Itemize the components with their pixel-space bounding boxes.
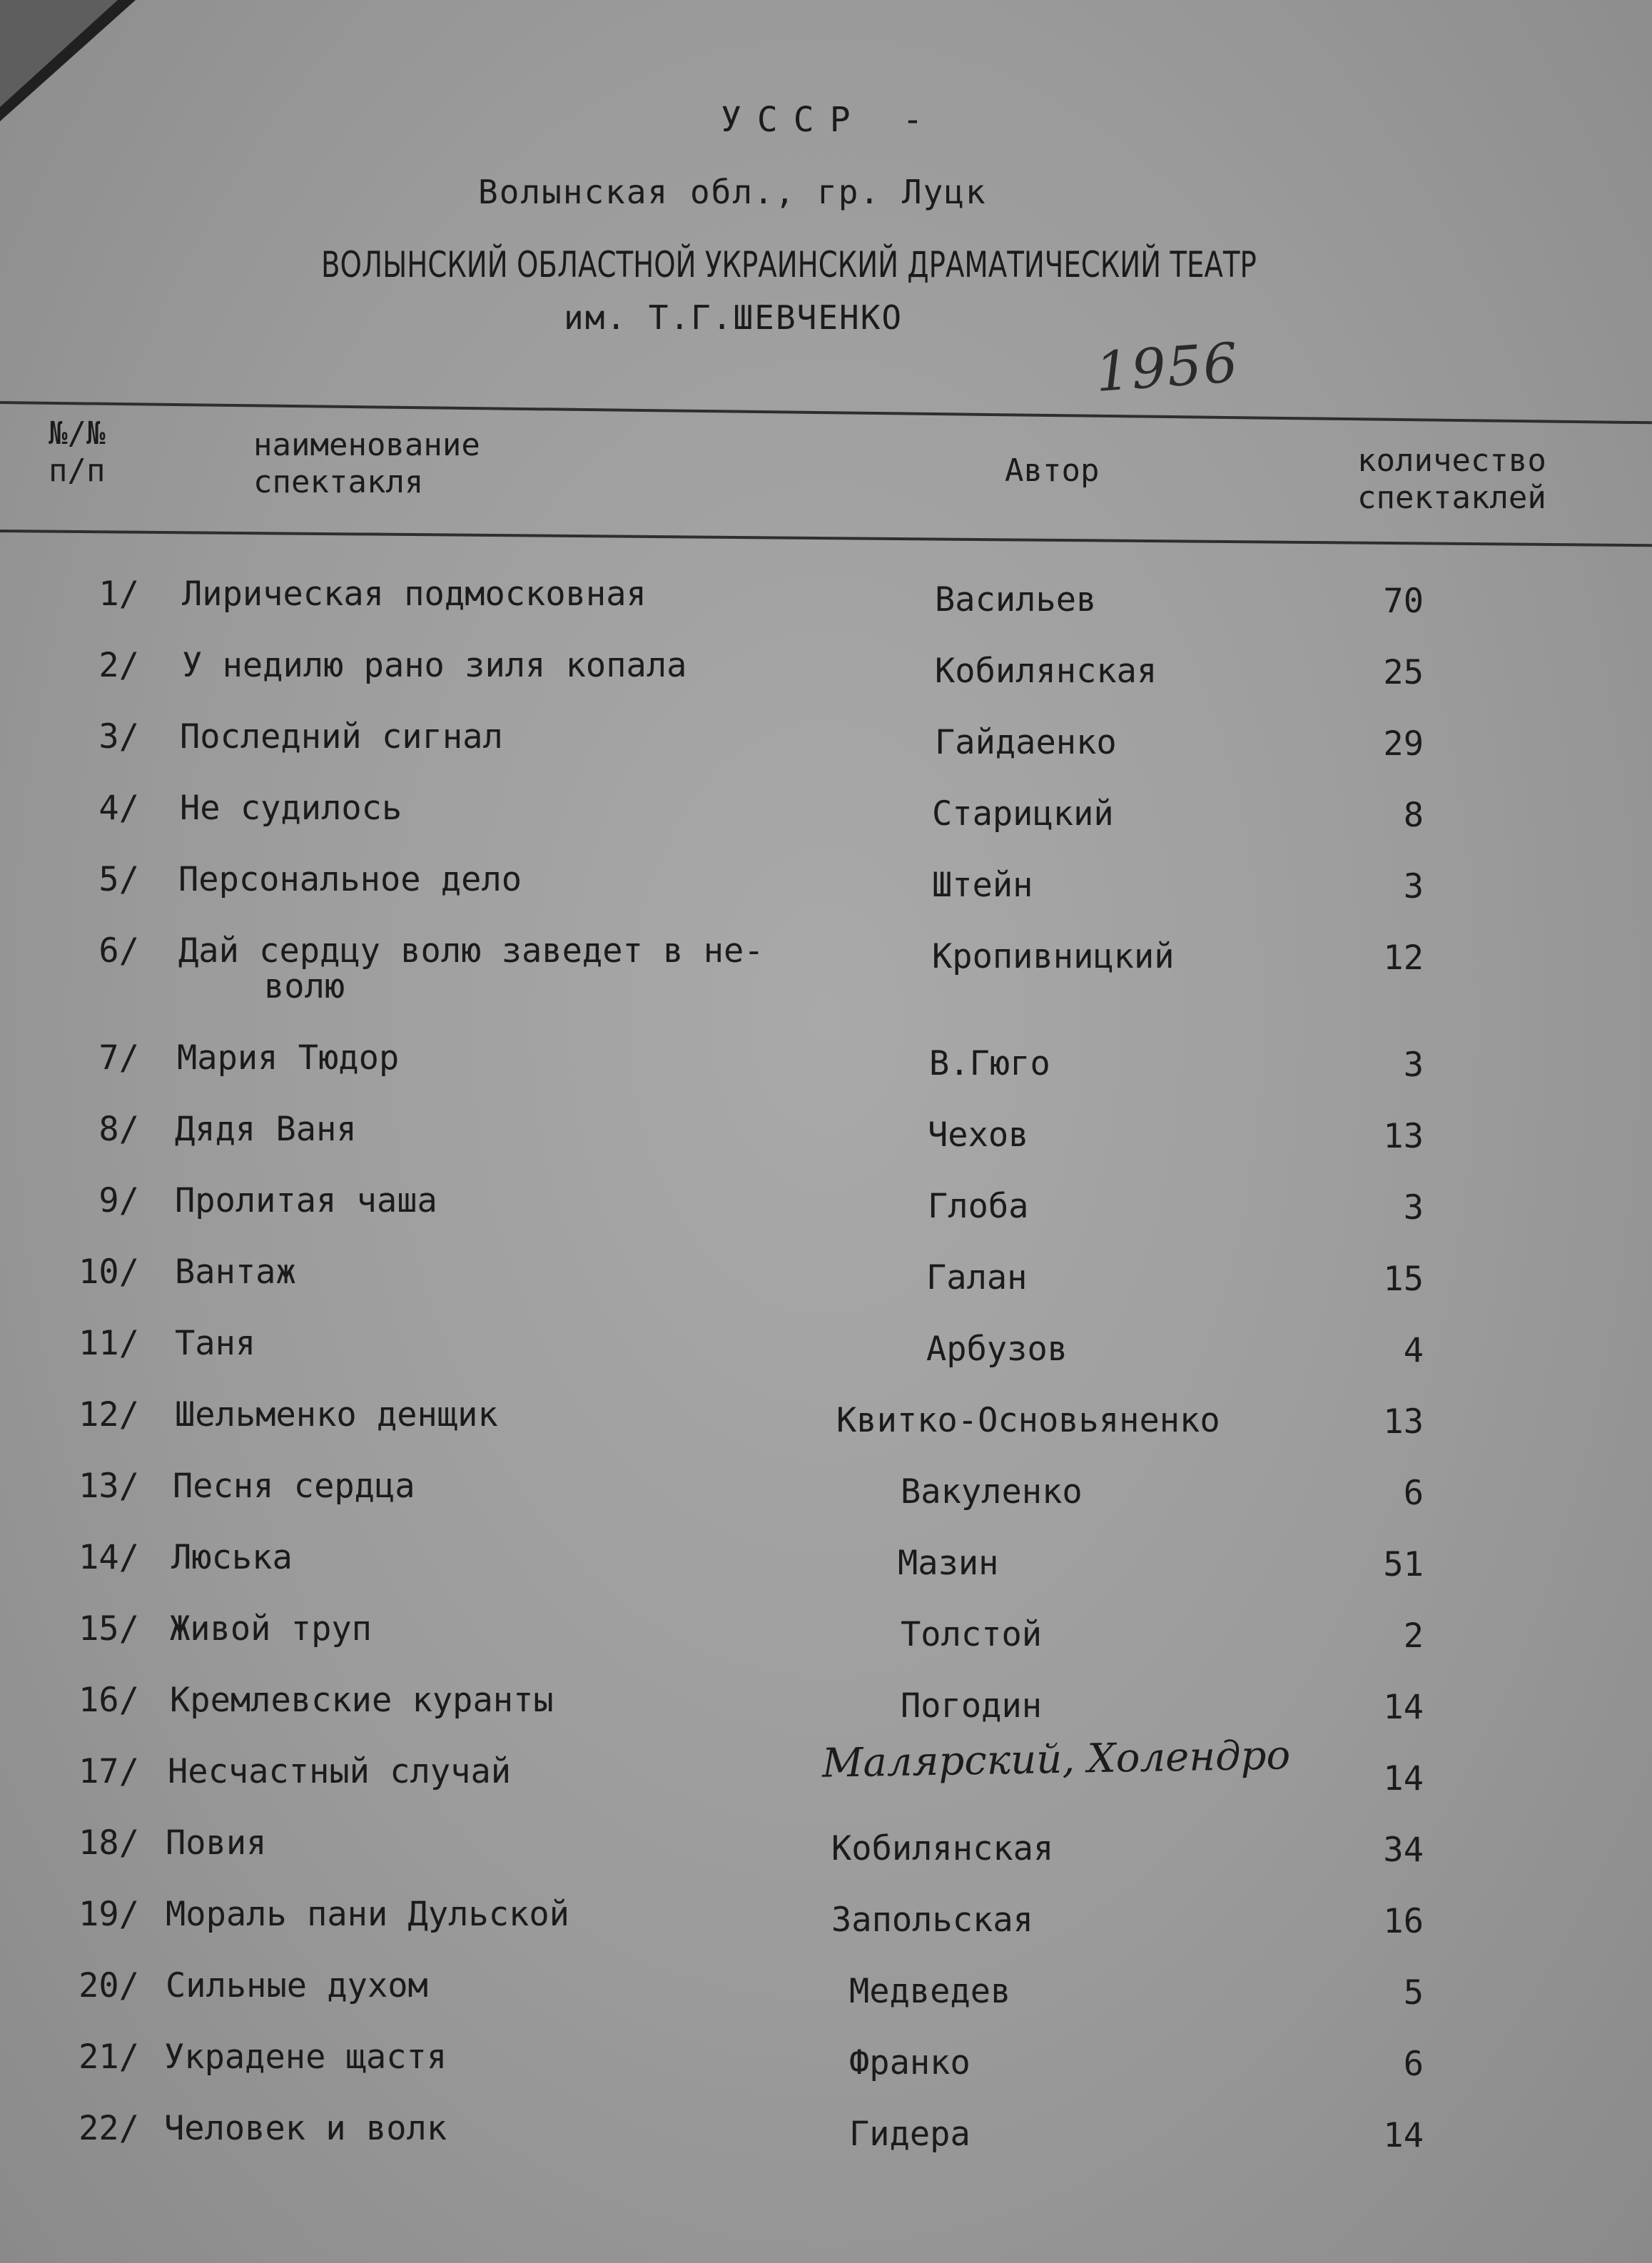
table-row: [0, 1467, 1652, 1532]
row-number: 2/: [98, 646, 139, 685]
table-row: [0, 1538, 1652, 1604]
row-count: 51: [1383, 1545, 1424, 1584]
table-row: [0, 717, 1652, 783]
row-author: Гидера: [849, 2115, 971, 2154]
row-author: Глоба: [928, 1187, 1029, 1226]
table-row: [0, 2109, 1652, 2175]
row-author: Гайдаенко: [935, 723, 1117, 762]
row-count: 5: [1403, 1973, 1424, 2013]
column-header-title-line2: спектакля: [253, 464, 424, 500]
row-title: Песня сердца: [173, 1467, 415, 1506]
row-author: Кропивницкий: [932, 937, 1175, 976]
row-count: 4: [1403, 1331, 1424, 1370]
column-header-number-line1: №/№: [49, 415, 106, 452]
table-row: [0, 1252, 1652, 1318]
table-row: [0, 1038, 1652, 1104]
column-header-count: [1357, 442, 1546, 517]
row-number: 8/: [98, 1110, 139, 1149]
handwritten-year: 1956: [1093, 330, 1242, 404]
table-header-rule: [0, 530, 1652, 547]
row-count: 13: [1383, 1402, 1424, 1442]
row-title: Персональное дело: [178, 860, 522, 899]
row-number: 7/: [98, 1038, 139, 1078]
table-top-rule: [0, 401, 1652, 424]
row-count: 8: [1403, 796, 1424, 835]
row-title: Кремлевские куранты: [170, 1681, 554, 1720]
row-author: Франко: [849, 2043, 971, 2082]
row-number: 20/: [78, 1966, 139, 2005]
row-author: Чехов: [928, 1115, 1029, 1155]
table-row: [0, 2037, 1652, 2103]
table-row: [0, 1966, 1652, 2032]
column-header-count-line1: количество: [1357, 442, 1546, 479]
row-title: Шельменко денщик: [175, 1395, 498, 1434]
row-author: Медведев: [849, 1972, 1011, 2011]
column-header-number-line2: п/п: [49, 452, 106, 489]
table-row: [0, 574, 1652, 640]
row-author: Галан: [926, 1258, 1028, 1297]
row-number: 16/: [78, 1681, 139, 1720]
row-number: 12/: [78, 1395, 139, 1434]
table-row: [0, 1681, 1652, 1746]
table-row: [0, 1110, 1652, 1175]
column-header-author: Автор: [1005, 452, 1100, 489]
folded-corner: [0, 0, 118, 107]
row-count: 34: [1383, 1831, 1424, 1870]
column-header-title: [253, 427, 480, 501]
row-count: 3: [1403, 1188, 1424, 1227]
row-author: Вакуленко: [901, 1472, 1083, 1512]
header-country: УССР -: [721, 100, 939, 140]
row-number: 6/: [98, 931, 139, 971]
row-author: Кобилянская: [831, 1829, 1054, 1868]
row-author: Толстой: [901, 1615, 1043, 1654]
row-count: 29: [1383, 724, 1424, 764]
column-header-number: [49, 415, 105, 490]
row-author-handwritten: Малярский, Холендро: [821, 1732, 1291, 1787]
row-count: 14: [1383, 2116, 1424, 2155]
row-title: Вантаж: [175, 1252, 296, 1292]
row-count: 3: [1403, 1046, 1424, 1085]
row-number: 15/: [78, 1609, 139, 1649]
row-count: 6: [1403, 2045, 1424, 2084]
row-number: 9/: [98, 1181, 139, 1220]
row-number: 3/: [98, 717, 139, 756]
row-author: Погодин: [901, 1686, 1043, 1726]
table-row: [0, 1609, 1652, 1675]
row-number: 19/: [78, 1895, 139, 1934]
row-count: 13: [1383, 1117, 1424, 1156]
row-title: Дядя Ваня: [175, 1110, 357, 1149]
table-row: [0, 789, 1652, 854]
row-count: 25: [1383, 653, 1424, 692]
table-row: [0, 1324, 1652, 1389]
row-author: Кобилянская: [935, 652, 1157, 691]
header-theatre: ВОЛЫНСКИЙ ОБЛАСТНОЙ УКРАИНСКИЙ ДРАМАТИЧЕСКИЙ ТЕАТР: [321, 244, 1257, 285]
row-title: Украдене щастя: [164, 2037, 447, 2077]
header-location: Волынская обл., гр. Луцк: [478, 173, 987, 211]
row-number: 21/: [78, 2037, 139, 2077]
row-title: У недилю рано зиля копала: [182, 646, 687, 685]
row-count: 2: [1403, 1616, 1424, 1656]
table-row: [0, 931, 1652, 1006]
row-number: 17/: [78, 1752, 139, 1791]
row-title: Люська: [171, 1538, 293, 1577]
row-title-continuation: волю: [264, 967, 345, 1006]
table-row: [0, 1895, 1652, 1960]
row-number: 5/: [98, 860, 139, 899]
row-count: 15: [1383, 1260, 1424, 1299]
row-title: Лирическая подмосковная: [182, 574, 647, 614]
table-row: [0, 860, 1652, 926]
row-number: 10/: [78, 1252, 139, 1292]
column-header-title-line1: наименование: [253, 427, 480, 463]
row-author: Штейн: [932, 866, 1033, 905]
row-title: Не судилось: [180, 789, 402, 828]
column-header-count-line2: спектаклей: [1357, 480, 1546, 516]
row-author: Старицкий: [932, 794, 1114, 834]
row-author: Васильев: [935, 580, 1097, 619]
row-count: 16: [1383, 1902, 1424, 1941]
row-count: 12: [1383, 938, 1424, 978]
row-author: Квитко-Основьяненко: [836, 1401, 1220, 1440]
row-number: 18/: [78, 1823, 139, 1863]
row-title: Несчастный случай: [168, 1752, 512, 1791]
header-theatre-name: им. Т.Г.ШЕВЧЕНКО: [564, 298, 903, 337]
row-count: 70: [1383, 582, 1424, 621]
row-title: Дай сердцу волю заведет в не-: [178, 931, 764, 971]
row-title: Повия: [166, 1823, 267, 1863]
table-row: [0, 646, 1652, 712]
row-title: Сильные духом: [166, 1966, 428, 2005]
row-title: Мария Тюдор: [177, 1038, 400, 1078]
row-title: Живой труп: [170, 1609, 372, 1649]
row-number: 11/: [78, 1324, 139, 1363]
row-count: 14: [1383, 1759, 1424, 1798]
row-author: Арбузов: [926, 1330, 1068, 1369]
row-count: 14: [1383, 1688, 1424, 1727]
table-row: [0, 1732, 1652, 1818]
row-author: Мазин: [898, 1544, 999, 1583]
row-author: Запольская: [831, 1900, 1033, 1940]
row-number: 4/: [98, 789, 139, 828]
row-number: 1/: [98, 574, 139, 614]
row-title: Мораль пани Дульской: [166, 1895, 569, 1934]
table-row: [0, 1823, 1652, 1889]
row-number: 22/: [78, 2109, 139, 2148]
table-row: [0, 1181, 1652, 1247]
row-title: Таня: [175, 1324, 256, 1363]
row-count: 3: [1403, 867, 1424, 906]
row-title: Пролитая чаша: [175, 1181, 437, 1220]
row-title: Последний сигнал: [180, 717, 503, 756]
row-number: 14/: [78, 1538, 139, 1577]
row-count: 6: [1403, 1474, 1424, 1513]
table-row: [0, 1395, 1652, 1461]
row-author: В.Гюго: [929, 1044, 1050, 1083]
row-title: Человек и волк: [164, 2109, 447, 2148]
row-number: 13/: [78, 1467, 139, 1506]
